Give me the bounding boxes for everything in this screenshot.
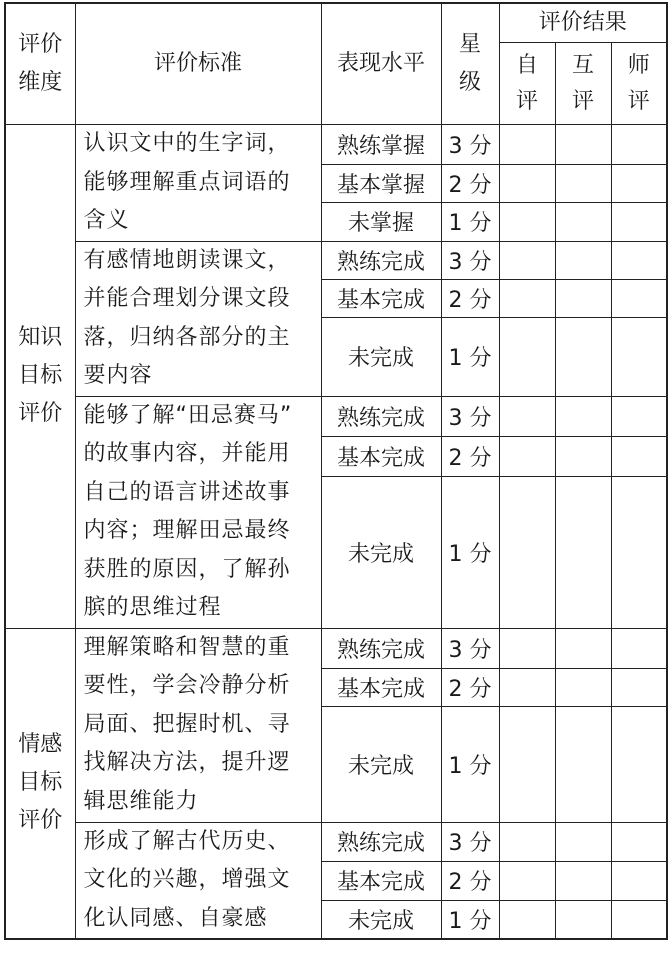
- teacher-eval-cell[interactable]: [611, 396, 667, 436]
- level-cell: 基本完成: [321, 861, 441, 900]
- header-stars-line: 级: [458, 70, 481, 95]
- header-stars: [441, 3, 499, 125]
- criteria-line: 落，归纳各部分的主: [83, 324, 291, 350]
- self-eval-cell[interactable]: [499, 279, 555, 317]
- table-row: [5, 125, 667, 165]
- peer-eval-cell[interactable]: [555, 706, 611, 822]
- teacher-eval-cell[interactable]: [611, 668, 667, 706]
- peer-eval-cell[interactable]: [555, 203, 611, 241]
- score-cell: 1 分: [441, 317, 499, 396]
- self-eval-cell[interactable]: [499, 706, 555, 822]
- self-eval-cell[interactable]: [499, 900, 555, 939]
- score-cell: 2 分: [441, 165, 499, 203]
- self-eval-cell[interactable]: [499, 241, 555, 279]
- criteria-line: 自己的语言讲述故事: [83, 479, 291, 505]
- header-self: [499, 43, 555, 125]
- level-cell: 熟练完成: [321, 822, 441, 861]
- score-cell: 3 分: [441, 396, 499, 436]
- teacher-eval-cell[interactable]: [611, 279, 667, 317]
- level-cell: 未完成: [321, 706, 441, 822]
- self-eval-cell[interactable]: [499, 668, 555, 706]
- header-dimension-line: 维度: [18, 70, 63, 95]
- criteria-line: 形成了解古代历史、: [83, 828, 291, 854]
- teacher-eval-cell[interactable]: [611, 628, 667, 668]
- self-eval-cell[interactable]: [499, 628, 555, 668]
- self-eval-cell[interactable]: [499, 476, 555, 628]
- peer-eval-cell[interactable]: [555, 241, 611, 279]
- peer-eval-cell[interactable]: [555, 279, 611, 317]
- teacher-eval-cell[interactable]: [611, 317, 667, 396]
- header-criteria: 评价标准: [75, 3, 321, 125]
- criteria-line: 含义: [83, 208, 130, 233]
- criteria-line: 文化的兴趣，增强文: [83, 867, 291, 892]
- criteria-line: 膑的思维过程: [83, 595, 222, 620]
- dimension-line: 评价: [18, 401, 63, 427]
- score-cell: 3 分: [441, 822, 499, 861]
- peer-eval-cell[interactable]: [555, 861, 611, 900]
- level-cell: 基本完成: [321, 668, 441, 706]
- level-cell: 熟练完成: [321, 396, 441, 436]
- table-row: [5, 822, 667, 861]
- header-row-top: [5, 3, 667, 43]
- level-cell: 未掌握: [321, 203, 441, 241]
- peer-eval-cell[interactable]: [555, 628, 611, 668]
- score-cell: 2 分: [441, 861, 499, 900]
- criteria-line: 要内容: [83, 363, 153, 388]
- criteria-line: 的故事内容，并能用: [83, 441, 291, 466]
- level-cell: 未完成: [321, 317, 441, 396]
- criteria-line: 找解决方法，提升逻: [83, 750, 291, 776]
- score-cell: 2 分: [441, 279, 499, 317]
- criteria-line: 并能合理划分课文段: [83, 286, 291, 311]
- header-dimension-line: 评价: [18, 32, 63, 57]
- criteria-line: 辑思维能力: [83, 788, 199, 814]
- criteria-cell: [75, 125, 321, 242]
- teacher-eval-cell[interactable]: [611, 900, 667, 939]
- evaluation-table-container: [4, 2, 666, 940]
- teacher-eval-cell[interactable]: [611, 436, 667, 476]
- score-cell: 3 分: [441, 241, 499, 279]
- peer-eval-cell[interactable]: [555, 900, 611, 939]
- self-eval-cell[interactable]: [499, 165, 555, 203]
- score-cell: 1 分: [441, 706, 499, 822]
- self-eval-cell[interactable]: [499, 436, 555, 476]
- peer-eval-cell[interactable]: [555, 396, 611, 436]
- score-cell: 1 分: [441, 476, 499, 628]
- table-row: [5, 241, 667, 279]
- criteria-line: 能够了解“田忌赛马”: [83, 402, 293, 428]
- score-cell: 1 分: [441, 900, 499, 939]
- header-teacher-line: 师: [627, 52, 650, 78]
- peer-eval-cell[interactable]: [555, 822, 611, 861]
- dimension-line: 情感: [18, 732, 63, 758]
- self-eval-cell[interactable]: [499, 125, 555, 165]
- score-cell: 3 分: [441, 125, 499, 165]
- criteria-line: 局面、把握时机、寻: [83, 711, 291, 737]
- dimension-line: 评价: [18, 808, 63, 834]
- header-dimension: [5, 3, 75, 125]
- score-cell: 2 分: [441, 668, 499, 706]
- header-self-line: 自: [515, 52, 538, 78]
- header-peer: [555, 43, 611, 125]
- criteria-line: 认识文中的生字词，: [83, 131, 291, 156]
- criteria-cell: [75, 396, 321, 628]
- section-dimension-emotion: [5, 628, 75, 939]
- header-level: 表现水平: [321, 3, 441, 125]
- teacher-eval-cell[interactable]: [611, 861, 667, 900]
- score-cell: 3 分: [441, 628, 499, 668]
- criteria-line: 内容；理解田忌最终: [83, 518, 291, 543]
- header-result: 评价结果: [499, 3, 667, 43]
- criteria-line: 有感情地朗读课文，: [83, 247, 291, 273]
- peer-eval-cell[interactable]: [555, 317, 611, 396]
- level-cell: 未完成: [321, 476, 441, 628]
- level-cell: 熟练完成: [321, 628, 441, 668]
- peer-eval-cell[interactable]: [555, 476, 611, 628]
- level-cell: 未完成: [321, 900, 441, 939]
- peer-eval-cell[interactable]: [555, 436, 611, 476]
- teacher-eval-cell[interactable]: [611, 476, 667, 628]
- level-cell: 熟练掌握: [321, 125, 441, 165]
- level-cell: 基本掌握: [321, 165, 441, 203]
- self-eval-cell[interactable]: [499, 203, 555, 241]
- header-peer-line: 评: [571, 88, 594, 114]
- teacher-eval-cell[interactable]: [611, 203, 667, 241]
- peer-eval-cell[interactable]: [555, 165, 611, 203]
- header-peer-line: 互: [571, 52, 594, 78]
- teacher-eval-cell[interactable]: [611, 241, 667, 279]
- dimension-line: 知识: [18, 325, 63, 351]
- header-teacher-line: 评: [627, 88, 650, 114]
- level-cell: 熟练完成: [321, 241, 441, 279]
- self-eval-cell[interactable]: [499, 861, 555, 900]
- header-stars-line: 星: [458, 32, 481, 57]
- criteria-line: 获胜的原因，了解孙: [83, 556, 291, 582]
- table-row: [5, 396, 667, 436]
- teacher-eval-cell[interactable]: [611, 165, 667, 203]
- dimension-line: 目标: [18, 770, 63, 796]
- criteria-line: 化认同感、自豪感: [83, 905, 268, 931]
- level-cell: 基本完成: [321, 436, 441, 476]
- criteria-line: 要性，学会冷静分析: [83, 673, 291, 699]
- dimension-line: 目标: [18, 363, 63, 389]
- header-self-line: 评: [515, 88, 538, 114]
- score-cell: 1 分: [441, 203, 499, 241]
- level-cell: 基本完成: [321, 279, 441, 317]
- header-teacher: [611, 43, 667, 125]
- peer-eval-cell[interactable]: [555, 125, 611, 165]
- teacher-eval-cell[interactable]: [611, 822, 667, 861]
- peer-eval-cell[interactable]: [555, 668, 611, 706]
- teacher-eval-cell[interactable]: [611, 125, 667, 165]
- section-dimension-knowledge: [5, 125, 75, 629]
- table-row: [5, 628, 667, 668]
- self-eval-cell[interactable]: [499, 317, 555, 396]
- criteria-line: 理解策略和智慧的重: [83, 634, 291, 660]
- criteria-cell: [75, 241, 321, 396]
- score-cell: 2 分: [441, 436, 499, 476]
- criteria-cell: [75, 822, 321, 939]
- criteria-cell: [75, 628, 321, 822]
- criteria-line: 能够理解重点词语的: [83, 169, 291, 195]
- self-eval-cell[interactable]: [499, 396, 555, 436]
- evaluation-table: [4, 2, 668, 940]
- self-eval-cell[interactable]: [499, 822, 555, 861]
- teacher-eval-cell[interactable]: [611, 706, 667, 822]
